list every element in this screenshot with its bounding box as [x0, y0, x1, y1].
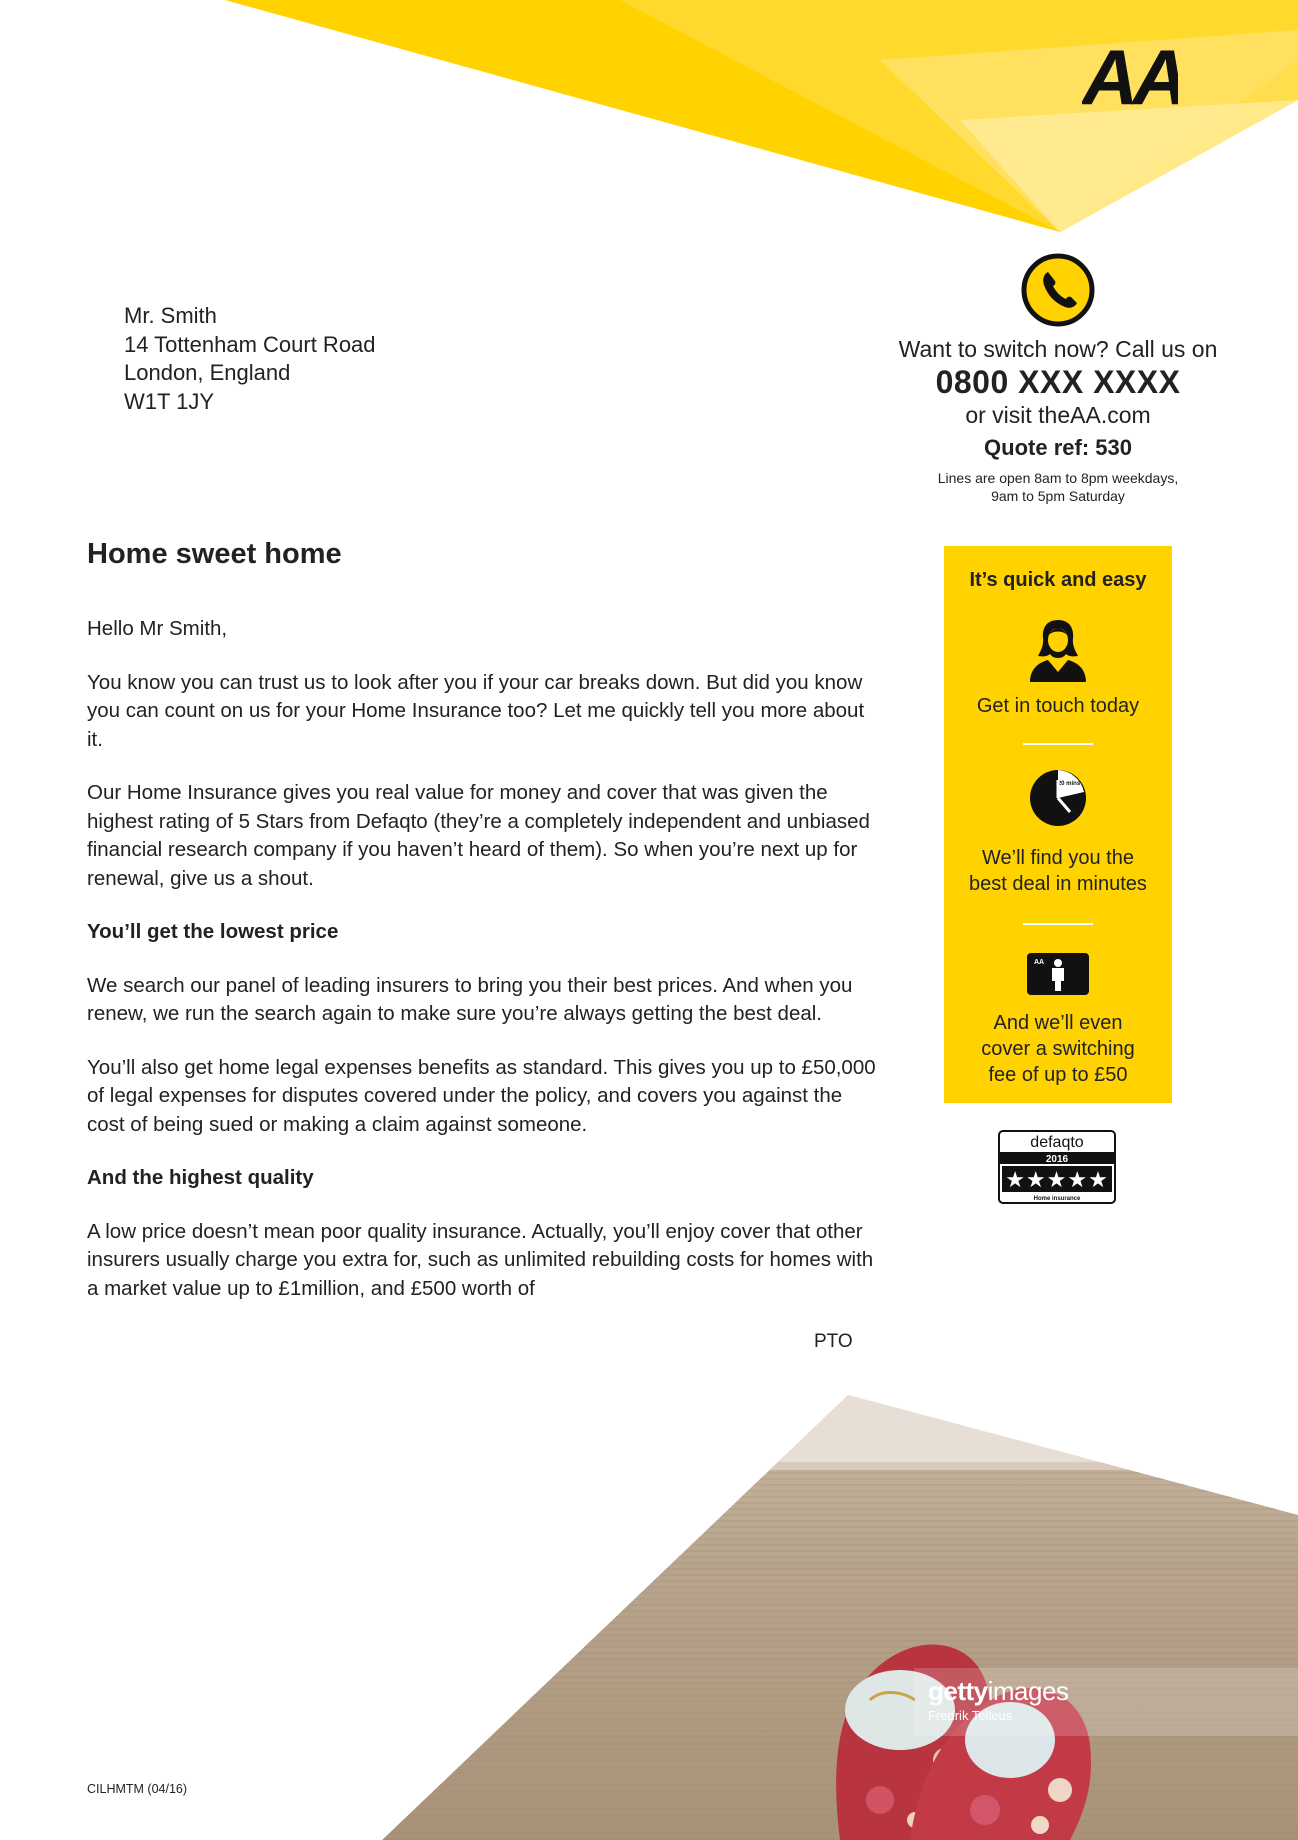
- clock-icon: [1028, 768, 1088, 828]
- paragraph: Our Home Insurance gives you real value for money and cover that was given the highest rating of 5 Stars from Defaqto (they’re a completely independent and unbiased financial research company if you haven’t heard of them). So when you’re next up for renewal, give us a shout.: [87, 781, 870, 890]
- paragraph: You’ll also get home legal expenses benefits as standard. This gives you up to £50,000 of legal expenses for disputes covered under the policy, and covers you against the cost of being sued or making a claim against someone.: [87, 1055, 876, 1136]
- subheading: You’ll get the lowest price: [87, 920, 339, 943]
- benefit-item: [944, 768, 1172, 897]
- svg-text:AA: AA: [1082, 38, 1178, 110]
- recipient-postcode: W1T 1JY: [124, 388, 215, 414]
- opening-hours: Lines are open 8am to 8pm weekdays, 9am to 5pm Saturday: [937, 470, 1179, 504]
- document-code: CILHMTM (04/16): [87, 1782, 188, 1796]
- paragraph: We search our panel of leading insurers to bring you their best prices. And when you renew, we run the search again to make sure you’re always getting the best deal.: [87, 973, 853, 1025]
- photo-credit: Fredrik Telleus: [928, 1708, 1013, 1723]
- slippers-photo: [0, 1390, 1298, 1840]
- divider: [1023, 923, 1093, 925]
- header-yellow-banner: [0, 0, 1298, 240]
- quote-reference: Quote ref: 530: [984, 435, 1132, 460]
- svg-text:Home insurance: Home insurance: [1033, 1196, 1081, 1202]
- getty-watermark: gettyimages: [928, 1676, 1069, 1706]
- website-text[interactable]: or visit theAA.com: [965, 402, 1151, 428]
- svg-text:defaqto: defaqto: [1030, 1134, 1084, 1151]
- subheading: And the highest quality: [87, 1166, 314, 1189]
- aa-logo: [1082, 38, 1178, 115]
- svg-text:★★★★★: ★★★★★: [1005, 1168, 1109, 1193]
- benefits-panel: [944, 546, 1172, 1103]
- paragraph: You know you can trust us to look after you if your car breaks down. But did you know you can count on us for your Home Insurance too? Let me quickly tell you more about it.: [87, 670, 865, 751]
- contact-block: [868, 252, 1248, 505]
- phone-icon: [1020, 252, 1096, 328]
- letter-heading: Home sweet home: [87, 538, 342, 570]
- greeting: Hello Mr Smith,: [87, 617, 228, 640]
- pto-label: PTO: [814, 1331, 853, 1352]
- benefit-label: And we’ll even cover a switching fee of up to £50: [981, 1012, 1135, 1086]
- agent-icon: [1026, 616, 1090, 682]
- benefit-item: [944, 616, 1172, 719]
- benefit-label: We’ll find you the best deal in minutes: [969, 847, 1147, 895]
- phone-number[interactable]: 0800 XXX XXXX: [935, 364, 1181, 400]
- benefit-item: [944, 953, 1172, 1088]
- switch-text: Want to switch now? Call us on: [898, 336, 1218, 362]
- recipient-street: 14 Tottenham Court Road: [124, 331, 376, 357]
- recipient-city: London, England: [124, 360, 291, 385]
- recipient-name: Mr. Smith: [124, 303, 217, 328]
- divider: [1023, 743, 1093, 745]
- benefit-label: Get in touch today: [976, 695, 1140, 717]
- svg-text:AA: AA: [1034, 959, 1045, 966]
- svg-text:2016: 2016: [1045, 1154, 1069, 1165]
- svg-text:20 mins: 20 mins: [1057, 781, 1081, 787]
- paragraph: A low price doesn’t mean poor quality insurance. Actually, you’ll enjoy cover that other insurers usually charge you extra for, such as unlimited rebuilding costs for homes with a market value up to £1million, and £500 worth of: [87, 1219, 874, 1300]
- letter-body: [87, 615, 902, 1328]
- panel-title: It’s quick and easy: [969, 569, 1147, 591]
- defaqto-rating-badge: [998, 1130, 1116, 1204]
- aa-card-icon: [1027, 953, 1089, 995]
- recipient-address: [124, 302, 376, 416]
